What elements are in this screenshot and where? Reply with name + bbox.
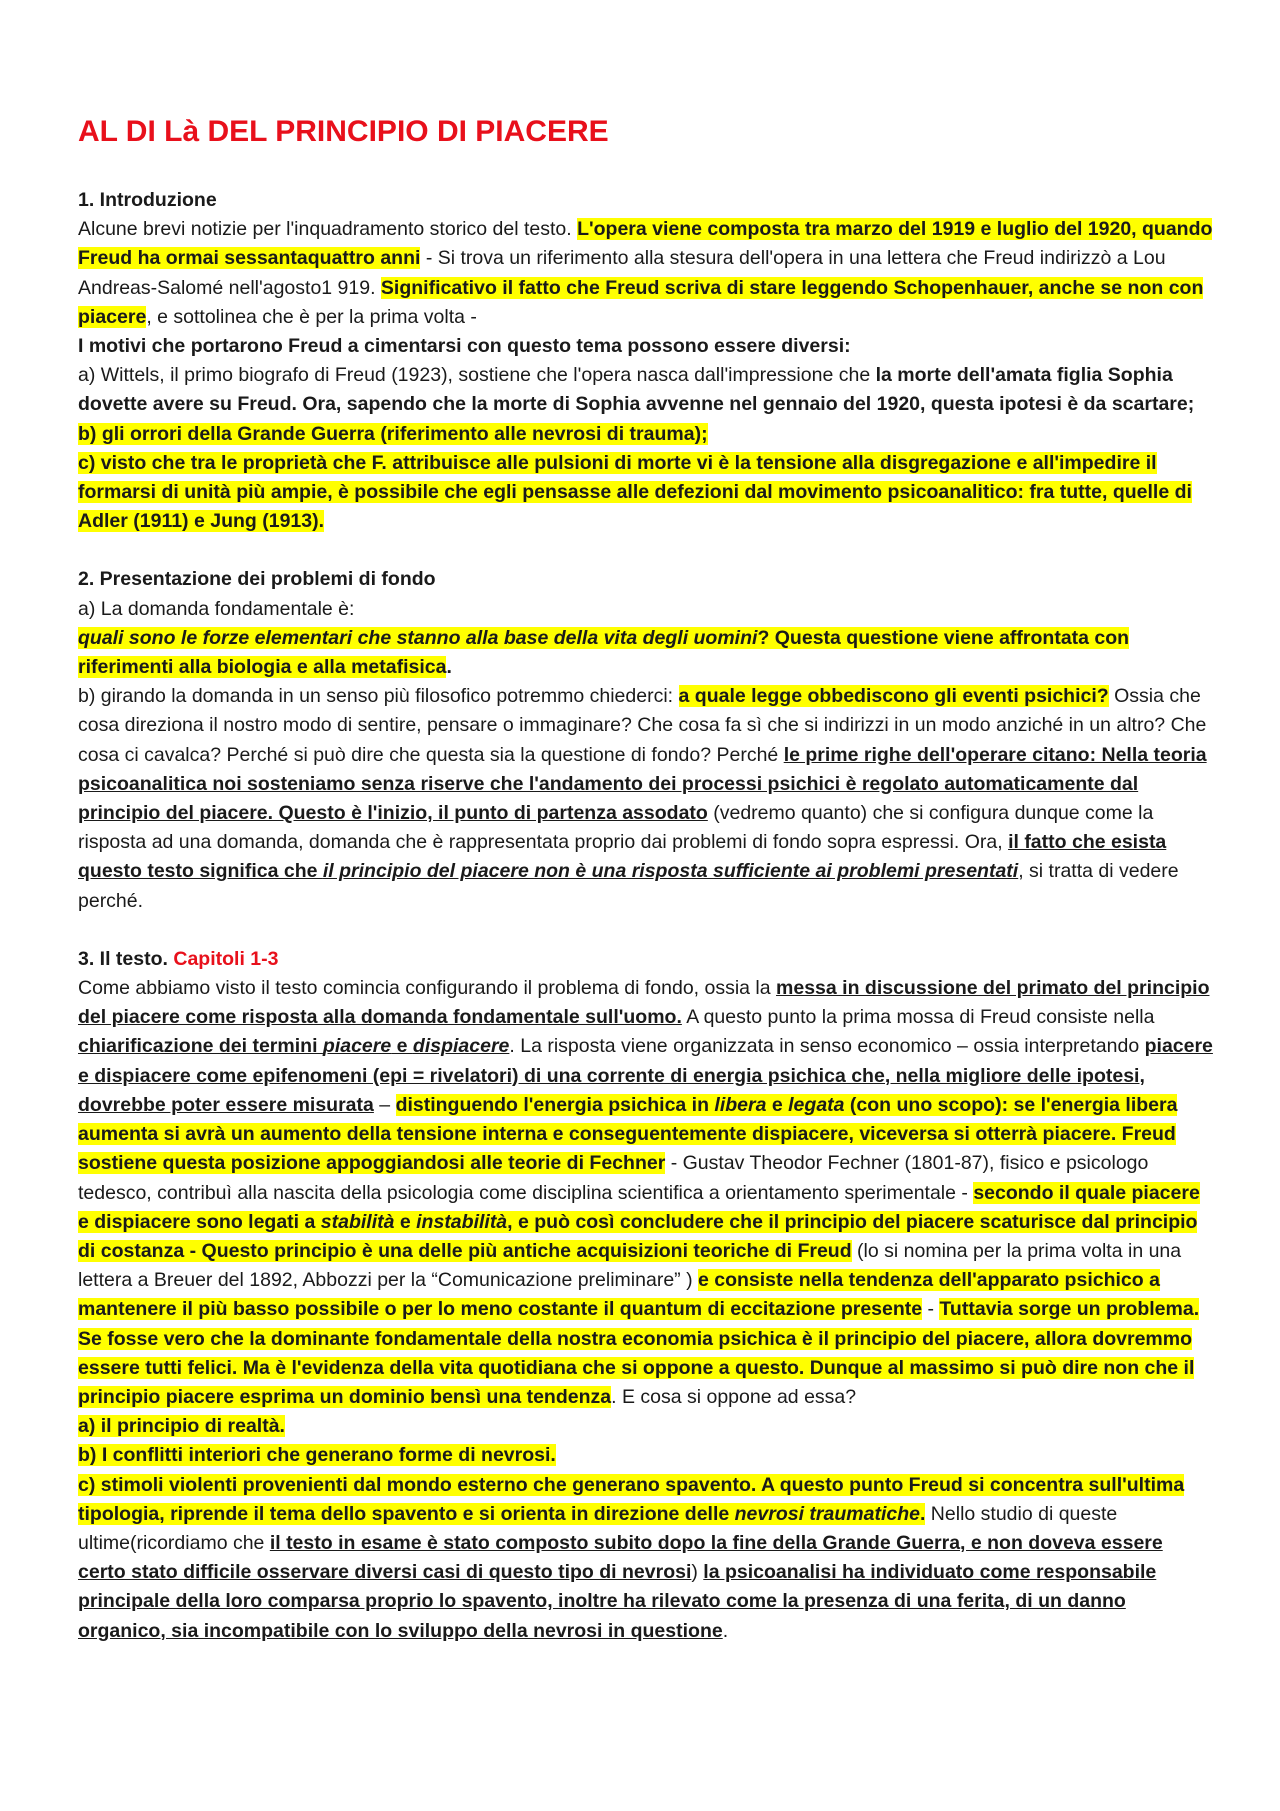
paragraph: quali sono le forze elementari che stanno alla base della vita degli uomini? Questa questione viene affrontata con riferimenti alla biologia e alla metafisica. <box>78 626 1130 679</box>
section-il-testo <box>78 945 1213 1646</box>
page-title: AL DI Là DEL PRINCIPIO DI PIACERE <box>78 115 609 148</box>
list-item: c) stimoli violenti provenienti dal mondo esterno che generano spavento. A questo punto Freud si concentra sull'ultima tipologia, riprende il tema dello spavento e si orienta in direzione delle nevrosi traumatiche. Nello studio di queste ultime(ricordiamo che il testo in esame è stato composto subito dopo la fine della Grande Guerra, e non doveva essere certo stato difficile osservare diversi casi di questo tipo di nevrosi) la psicoanalisi ha individuato come responsabile principale della loro comparsa proprio lo spavento, inoltre ha rilevato come la presenza di una ferita, di un danno organico, sia incompatibile con lo sviluppo della nevrosi in questione. <box>78 1473 1185 1642</box>
section-heading: 1. Introduzione <box>78 189 217 211</box>
paragraph: a) La domanda fondamentale è: <box>78 597 355 620</box>
section-heading: 3. Il testo. Capitoli 1-3 <box>78 947 279 970</box>
section-introduzione <box>78 186 1213 536</box>
list-item: b) I conflitti interiori che generano forme di nevrosi. <box>78 1444 556 1467</box>
section-heading: 2. Presentazione dei problemi di fondo <box>78 568 436 591</box>
document-page <box>78 0 1213 1646</box>
paragraph: Come abbiamo visto il testo comincia configurando il problema di fondo, ossia la messa in discussione del primato del principio del piacere come risposta alla domanda fondamentale sull'uomo. A questo punto la prima mossa di Freud consiste nella chiarificazione dei termini piacere e dispiacere. La risposta viene organizzata in senso economico – ossia interpretando piacere e dispiacere come epifenomeni (epi = rivelatori) di una corrente di energia psichica che, nella migliore delle ipotesi, dovrebbe poter essere misurata – distinguendo l'energia psichica in libera e legata (con uno scopo): se l'energia libera aumenta si avrà un aumento della tensione interna e conseguentemente dispiacere, viceversa si otterrà piacere. Freud sostiene questa posizione appoggiandosi alle teorie di Fechner - Gustav Theodor Fechner (1801-87), fisico e psicologo tedesco, contribuì alla nascita della psicologia come disciplina scientifica a orientamento sperimentale - secondo il quale piacere e dispiacere sono legati a stabilità e instabilità, e può così concludere che il principio del piacere scaturisce dal principio di costanza - Questo principio è una delle più antiche acquisizioni teoriche di Freud (lo si nomina per la prima volta in una lettera a Breuer del 1892, Abbozzi per la “Comunicazione preliminare” ) e consiste nella tendenza dell'apparato psichico a mantenere il più basso possibile o per lo meno costante il quantum di eccitazione presente - Tuttavia sorge un problema. Se fosse vero che la dominante fondamentale della nostra economia psichica è il principio del piacere, allora dovremmo essere tutti felici. Ma è l'evidenza della vita quotidiana che si oppone a questo. Dunque al massimo si può dire non che il principio piacere esprima un dominio bensì una tendenza. E cosa si oppone ad essa? <box>78 977 1213 1408</box>
list-item: c) visto che tra le proprietà che F. attribuisce alle pulsioni di morte vi è la tensione alla disgregazione e all'impedire il formarsi di unità più ampie, è possibile che egli pensasse alle defezioni dal movimento psicoanalitico: fra tutte, quelle di Adler (1911) e Jung (1913). <box>78 451 1192 533</box>
paragraph: b) girando la domanda in un senso più filosofico potremmo chiederci: a quale legge obbediscono gli eventi psichici? Ossia che cosa direziona il nostro modo di sentire, pensare o immaginare? Che cosa fa sì che si indirizzi in un modo anziché in un altro? Che cosa ci cavalca? Perché si può dire che questa sia la questione di fondo? Perché le prime righe dell'operare citano: Nella teoria psicoanalitica noi sosteniamo senza riserve che l'andamento dei processi psichici è regolato automaticamente dal principio del piacere. Questo è l'inizio, il punto di partenza assodato (vedremo quanto) che si configura dunque come la risposta ad una domanda, domanda che è rappresentata proprio dai problemi di fondo sopra espressi. Ora, il fatto che esista questo testo significa che il principio del piacere non è una risposta sufficiente ai problemi presentati, si tratta di vedere perché. <box>78 685 1207 912</box>
list-item: a) il principio di realtà. <box>78 1415 285 1438</box>
chapter-label: Capitoli 1-3 <box>173 947 279 970</box>
paragraph: I motivi che portarono Freud a cimentarsi con questo tema possono essere diversi: <box>78 335 851 358</box>
paragraph: Alcune brevi notizie per l'inquadramento storico del testo. L'opera viene composta tra marzo del 1919 e luglio del 1920, quando Freud ha ormai sessantaquattro anni - Si trova un riferimento alla stesura dell'opera in una lettera che Freud indirizzò a Lou Andreas-Salomé nell'agosto1 919. Significativo il fatto che Freud scriva di stare leggendo Schopenhauer, anche se non con piacere, e sottolinea che è per la prima volta - <box>78 218 1213 328</box>
section-problemi-di-fondo <box>78 565 1213 915</box>
list-item: b) gli orrori della Grande Guerra (riferimento alle nevrosi di trauma); <box>78 422 708 445</box>
list-item: a) Wittels, il primo biografo di Freud (1923), sostiene che l'opera nasca dall'impressione che la morte dell'amata figlia Sophia dovette avere su Freud. Ora, sapendo che la morte di Sophia avvenne nel gennaio del 1920, questa ipotesi è da scartare; <box>78 364 1195 416</box>
